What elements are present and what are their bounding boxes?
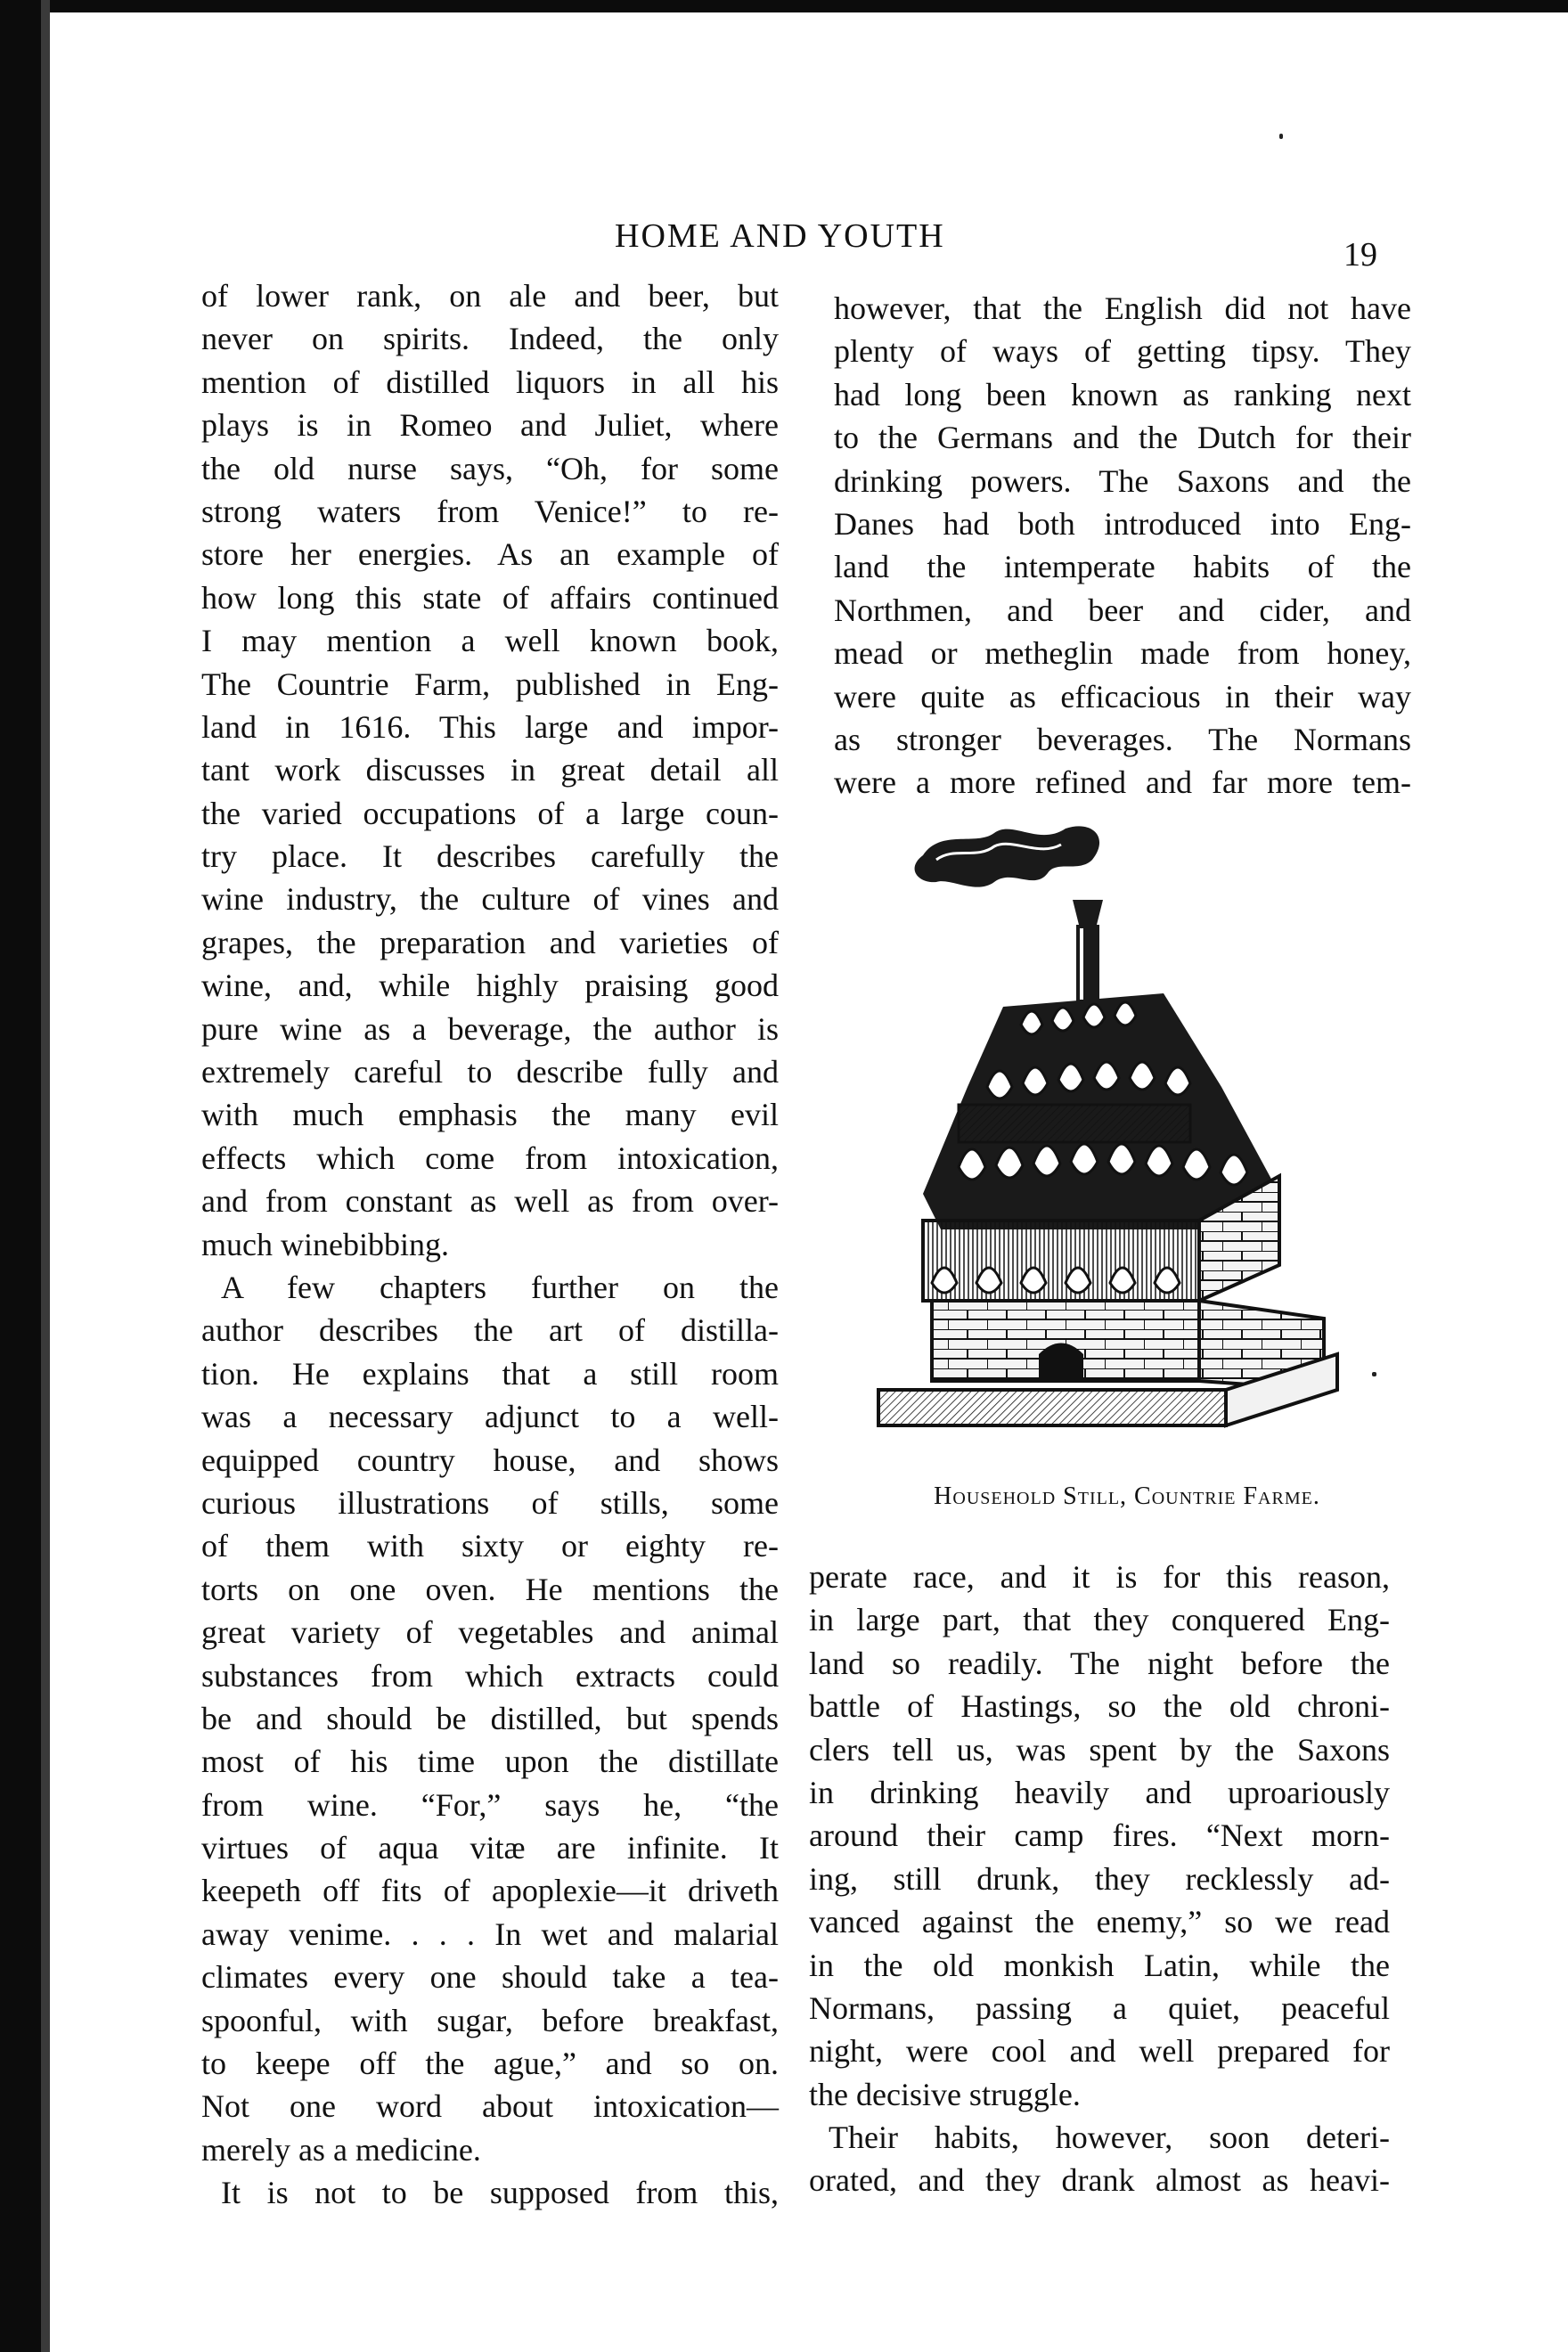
text-line: the decisive struggle. [809, 2076, 1081, 2112]
text-line: were a more refined and far more tem- [834, 764, 1411, 801]
text-line: Their habits, however, soon deteri- [829, 2119, 1390, 2156]
text-line: Danes had both introduced into Eng- [834, 505, 1411, 542]
text-line: of them with sixty or eighty re- [201, 1528, 779, 1564]
text-line: merely as a medicine. [201, 2131, 481, 2168]
text-line: It is not to be supposed from this, [221, 2175, 779, 2211]
text-line: most of his time upon the distillate [201, 1744, 779, 1780]
text-line: torts on one oven. He mentions the [201, 1571, 779, 1607]
text-line: wine industry, the culture of vines and [201, 881, 779, 918]
text-line: tant work discusses in great detail all [201, 752, 779, 788]
text-line: plays is in Romeo and Juliet, where [201, 407, 779, 444]
text-line: land in 1616. This large and impor- [201, 708, 779, 745]
text-line: land the intemperate habits of the [834, 549, 1411, 585]
text-line: clers tell us, was spent by the Saxons [809, 1731, 1390, 1768]
scan-left-border [0, 0, 41, 2352]
scan-speck [1279, 134, 1283, 139]
text-line: the varied occupations of a large coun- [201, 795, 779, 831]
text-line: Normans, passing a quiet, peaceful [809, 1989, 1390, 2026]
text-line: Northmen, and beer and cider, and [834, 592, 1411, 628]
text-line: great variety of vegetables and animal [201, 1614, 779, 1651]
scan-left-shadow [41, 0, 50, 2352]
text-line: however, that the English did not have [834, 290, 1411, 326]
text-line: had long been known as ranking next [834, 376, 1411, 412]
text-line: plenty of ways of getting tipsy. They [834, 333, 1411, 370]
text-line: in drinking heavily and uproariously [809, 1774, 1390, 1810]
text-line: pure wine as a beverage, the author is [201, 1010, 779, 1047]
text-line: tion. He explains that a still room [201, 1355, 779, 1392]
text-line: as stronger beverages. The Normans [834, 721, 1411, 757]
running-head: HOME AND YOUTH [615, 217, 945, 255]
text-line: night, were cool and well prepared for [809, 2033, 1390, 2070]
text-line: mead or metheglin made from honey, [834, 635, 1411, 672]
text-line: climates every one should take a tea- [201, 1959, 779, 1996]
text-line: curious illustrations of stills, some [201, 1484, 779, 1521]
text-line: how long this state of affairs continued [201, 579, 779, 616]
text-line: to keepe off the ague,” and so on. [201, 2046, 779, 2082]
right-text-column-bottom [809, 1556, 1390, 2202]
text-line: strong waters from Venice!” to re- [201, 493, 779, 529]
text-line: from wine. “For,” says he, “the [201, 1786, 779, 1823]
still-woodcut [870, 820, 1351, 1461]
caption-text: Household Still, Countrie Farme. [934, 1482, 1320, 1510]
text-line: perate race, and it is for this reason, [809, 1559, 1390, 1595]
text-line: be and should be distilled, but spends [201, 1700, 779, 1736]
text-line: and from constant as well as from over- [201, 1183, 779, 1220]
text-line: A few chapters further on the [221, 1269, 779, 1305]
scan-top-border [0, 0, 1568, 12]
household-still-illustration [870, 820, 1351, 1461]
text-line: I may mention a well known book, [201, 623, 779, 659]
text-line: ing, still drunk, they recklessly ad- [809, 1860, 1390, 1897]
text-line: vanced against the enemy,” so we read [809, 1904, 1390, 1940]
text-line: was a necessary adjunct to a well- [201, 1399, 779, 1435]
scan-speck [1372, 1372, 1376, 1376]
text-line: virtues of aqua vitæ are infinite. It [201, 1830, 779, 1866]
text-line: in the old monkish Latin, while the [809, 1947, 1390, 1983]
text-line: never on spirits. Indeed, the only [201, 321, 779, 357]
text-line: in large part, that they conquered Eng- [809, 1602, 1390, 1638]
text-line: land so readily. The night before the [809, 1645, 1390, 1681]
text-line: much winebibbing. [201, 1226, 449, 1262]
text-line: orated, and they drank almost as heavi- [809, 2162, 1390, 2199]
text-line: spoonful, with sugar, before breakfast, [201, 2002, 779, 2038]
text-line: around their camp fires. “Next morn- [809, 1817, 1390, 1854]
figure-caption [837, 1482, 1417, 1511]
left-text-column [201, 274, 779, 2215]
right-text-column-top [834, 287, 1411, 804]
text-line: substances from which extracts could [201, 1657, 779, 1694]
text-line: of lower rank, on ale and beer, but [201, 278, 779, 314]
text-line: equipped country house, and shows [201, 1441, 779, 1478]
text-line: mention of distilled liquors in all his [201, 363, 779, 400]
page-number: 19 [1343, 236, 1377, 274]
text-line: keepeth off fits of apoplexie—it driveth [201, 1873, 779, 1909]
base-platform [878, 1390, 1226, 1425]
text-line: drinking powers. The Saxons and the [834, 462, 1411, 499]
text-line: battle of Hastings, so the old chroni- [809, 1688, 1390, 1725]
text-line: to the Germans and the Dutch for their [834, 420, 1411, 456]
text-line: the old nurse says, “Oh, for some [201, 450, 779, 486]
text-line: wine, and, while highly praising good [201, 968, 779, 1004]
text-line: grapes, the preparation and varieties of [201, 924, 779, 960]
text-line: effects which come from intoxication, [201, 1139, 779, 1176]
text-line: were quite as efficacious in their way [834, 678, 1411, 715]
furnace-door [1039, 1343, 1083, 1382]
text-line: extremely careful to describe fully and [201, 1054, 779, 1090]
text-line: try place. It describes carefully the [201, 838, 779, 875]
chimney [1073, 900, 1103, 1002]
text-line: away venime. . . . In wet and malarial [201, 1915, 779, 1952]
text-line: The Countrie Farm, published in Eng- [201, 666, 779, 702]
text-line: Not one word about intoxication— [201, 2088, 779, 2125]
text-line: with much emphasis the many evil [201, 1097, 779, 1133]
text-line: author describes the art of distilla- [201, 1312, 779, 1349]
text-line: store her energies. As an example of [201, 536, 779, 573]
